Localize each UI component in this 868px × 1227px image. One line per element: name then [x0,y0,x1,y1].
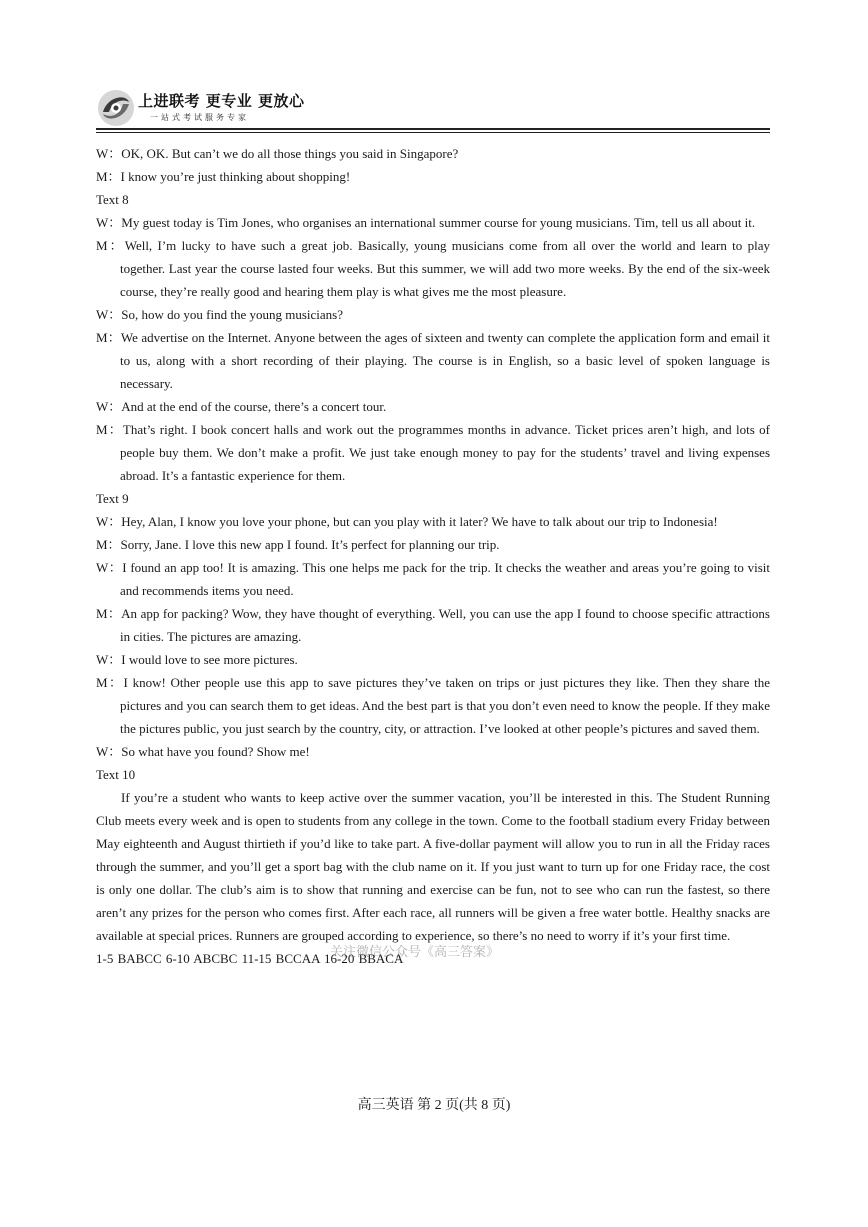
section-label: Text 10 [96,767,136,782]
dialogue-line: W：I found an app too! It is amazing. This one helps me pack for the trip. It checks the weather and areas you’re going to visit and recommends items you need. [96,560,770,598]
dialogue-line: W：And at the end of the course, there’s a concert tour. [96,399,387,414]
dialogue-line: W：So what have you found? Show me! [96,744,310,759]
dialogue-line: M：Well, I’m lucky to have such a great job. Basically, young musicians come from all over the world and learn to play together. Last year the course lasted four weeks. But this summer, we will add two more weeks. By the end of the six-week course, they’re really good and hearing them play is what gives me the most pleasure. [96,238,770,299]
header-rule [96,128,770,130]
dialogue-line: M：That’s right. I book concert halls and work out the programmes months in advance. Ticket prices aren’t high, and lots of people buy them. We don’t make a profit. We just take enough money to pay for the students’ travel and living expenses abroad. It’s a fantastic experience for them. [96,422,770,483]
page-header [96,86,770,132]
section-label: Text 8 [96,192,129,207]
dialogue-line: M：I know you’re just thinking about shopping! [96,169,351,184]
monologue-paragraph: If you’re a student who wants to keep active over the summer vacation, you’ll be interested in this. The Student Running Club meets every week and is open to students from any college in the town. Come to the football stadium every Friday between May eighteenth and August thirtieth if you’d like to take part. A five-dollar payment will allow you to run in all the Friday races through the summer, and you’ll get a sport bag with the club name on it. If you just want to turn up for one Friday race, the cost is only one dollar. The club’s aim is to show that running and exercise can be fun, not to see who can run the fastest, so there aren’t any prizes for the person who comes first. After each race, all runners will be given a free water bottle. Healthy snacks are available at special prices. Runners are grouped according to experience, so there’s no need to worry if it’s your first time. [96,790,770,943]
transcript-body [96,142,770,970]
page-footer: 高三英语 第 2 页(共 8 页) [357,1098,511,1113]
dialogue-line: W：So, how do you find the young musicians? [96,307,343,322]
dialogue-line: W：My guest today is Tim Jones, who organises an international summer course for young musicians. Tim, tell us all about it. [96,215,756,230]
brand-title: 上进联考 更专业 更放心 [138,92,305,110]
brand-logo-icon [96,88,136,128]
answer-key: 1-5 BABCC 6-10 ABCBC 11-15 BCCAA 16-20 BBACA [96,951,404,966]
dialogue-line: M：An app for packing? Wow, they have thought of everything. Well, you can use the app I found to choose specific attractions in cities. The pictures are amazing. [96,606,770,644]
dialogue-line: W：I would love to see more pictures. [96,652,298,667]
dialogue-line: M：We advertise on the Internet. Anyone between the ages of sixteen and twenty can complete the application form and email it to us, along with a short recording of their playing. The course is in English, so a basic level of spoken language is necessary. [96,330,770,391]
dialogue-line: M：I know! Other people use this app to save pictures they’ve taken on trips or just pictures they like. Then they share the pictures and you can search them to get ideas. And the best part is that you don’t even need to know the people. If they make the pictures public, you just search by the country, city, or attraction. I’ve looked at other people’s pictures and saved them. [96,675,770,736]
header-rule-thin [96,132,770,133]
brand-subtitle: 一站式考试服务专家 [150,113,249,122]
section-label: Text 9 [96,491,129,506]
dialogue-line: W：OK, OK. But can’t we do all those things you said in Singapore? [96,146,459,161]
dialogue-line: M：Sorry, Jane. I love this new app I found. It’s perfect for planning our trip. [96,537,500,552]
dialogue-line: W：Hey, Alan, I know you love your phone, but can you play with it later? We have to talk about our trip to Indonesia! [96,514,718,529]
watermark-text: 关注微信公众号《高三答案》 [330,945,500,960]
